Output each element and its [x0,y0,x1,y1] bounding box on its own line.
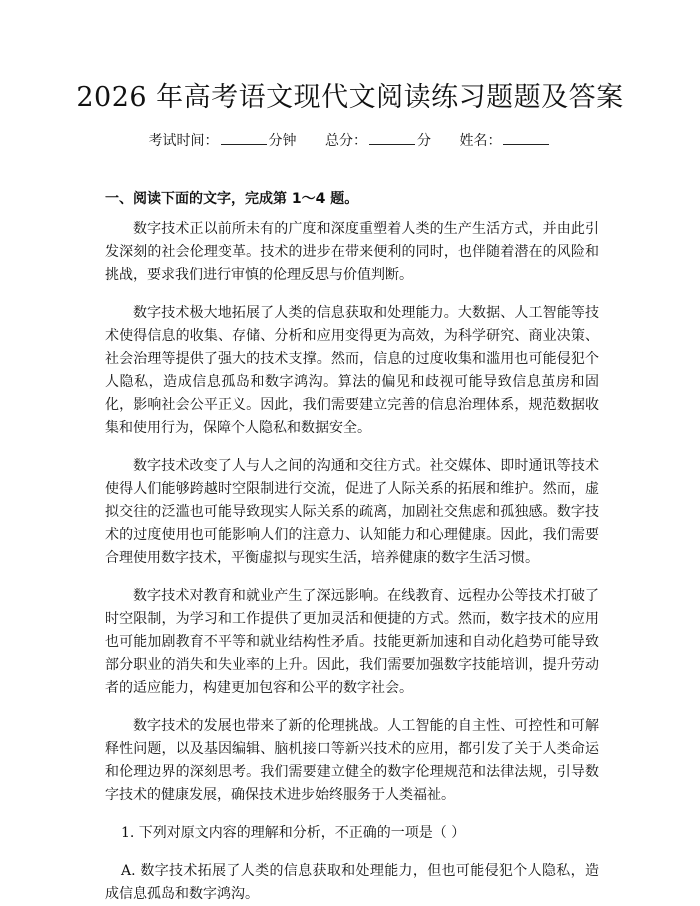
total-score-field [325,130,431,152]
page-title: 2026 年高考语文现代文阅读练习题题及答案 [76,82,624,113]
exam-time-blank [221,130,267,145]
passage-paragraph-1: 数字技术正以前所未有的广度和深度重塑着人类的生产生活方式，并由此引发深刻的社会伦理变革。技术的进步在带来便利的同时，也伴随着潜在的风险和挑战，要求我们进行审慎的伦理反思与价值判断。 [105,221,599,283]
passage-paragraph-5: 数字技术的发展也带来了新的伦理挑战。人工智能的自主性、可控性和可解释性问题，以及基因编辑、脑机接口等新兴技术的应用，都引发了关于人类命运和伦理边界的深刻思考。我们需要建立健全的数字伦理规范和法律法规，引导数字技术的健康发展，确保技术进步始终服务于人类福祉。 [105,718,599,803]
student-name-field [459,130,551,152]
exam-time-label: 考试时间： [148,133,219,149]
passage-paragraph-4: 数字技术对教育和就业产生了深远影响。在线教育、远程办公等技术打破了时空限制，为学习和工作提供了更加灵活和便捷的方式。然而，数字技术的应用也可能加剧教育不平等和就业结构性矛盾。技能更新加速和自动化趋势可能导致部分职业的消失和失业率的上升。因此，我们需要加强数字技能培训，提升劳动者的适应能力，构建更加包容和公平的数字社会。 [105,588,599,696]
student-name-blank [503,130,549,145]
total-score-unit: 分 [417,133,431,149]
exam-time-field [149,130,297,152]
section-heading: 一、阅读下面的文字，完成第 1～4 题。 [105,191,359,207]
exam-info-line [0,130,700,152]
exam-time-unit: 分钟 [268,133,297,149]
passage-paragraph-2: 数字技术极大地拓展了人类的信息获取和处理能力。大数据、人工智能等技术使得信息的收集、存储、分析和应用变得更为高效，为科学研究、商业决策、社会治理等提供了强大的技术支撑。然而，信息的过度收集和滥用也可能侵犯个人隐私，造成信息孤岛和数字鸿沟。算法的偏见和歧视可能导致信息茧房和固化，影响社会公平正义。因此，我们需要建立完善的信息治理体系，规范数据收集和使用行为，保障个人隐私和数据安全。 [105,305,599,436]
student-name-label: 姓名： [459,133,502,149]
total-score-blank [369,130,415,145]
question-1-option-a: A. 数字技术拓展了人类的信息获取和处理能力，但也可能侵犯个人隐私，造成信息孤岛和数字鸿沟。 [105,863,599,902]
passage-paragraph-3: 数字技术改变了人与人之间的沟通和交往方式。社交媒体、即时通讯等技术使得人们能够跨越时空限制进行交流，促进了人际关系的拓展和维护。然而，虚拟交往的泛滥也可能导致现实人际关系的疏离，加剧社交焦虑和孤独感。数字技术的过度使用也可能影响人们的注意力、认知能力和心理健康。因此，我们需要合理使用数字技术，平衡虚拟与现实生活，培养健康的数字生活习惯。 [105,458,599,566]
total-score-label: 总分： [325,133,367,149]
question-1: 1. 下列对原文内容的理解和分析，不正确的一项是（ ） [121,825,466,841]
reading-passage [105,218,599,906]
